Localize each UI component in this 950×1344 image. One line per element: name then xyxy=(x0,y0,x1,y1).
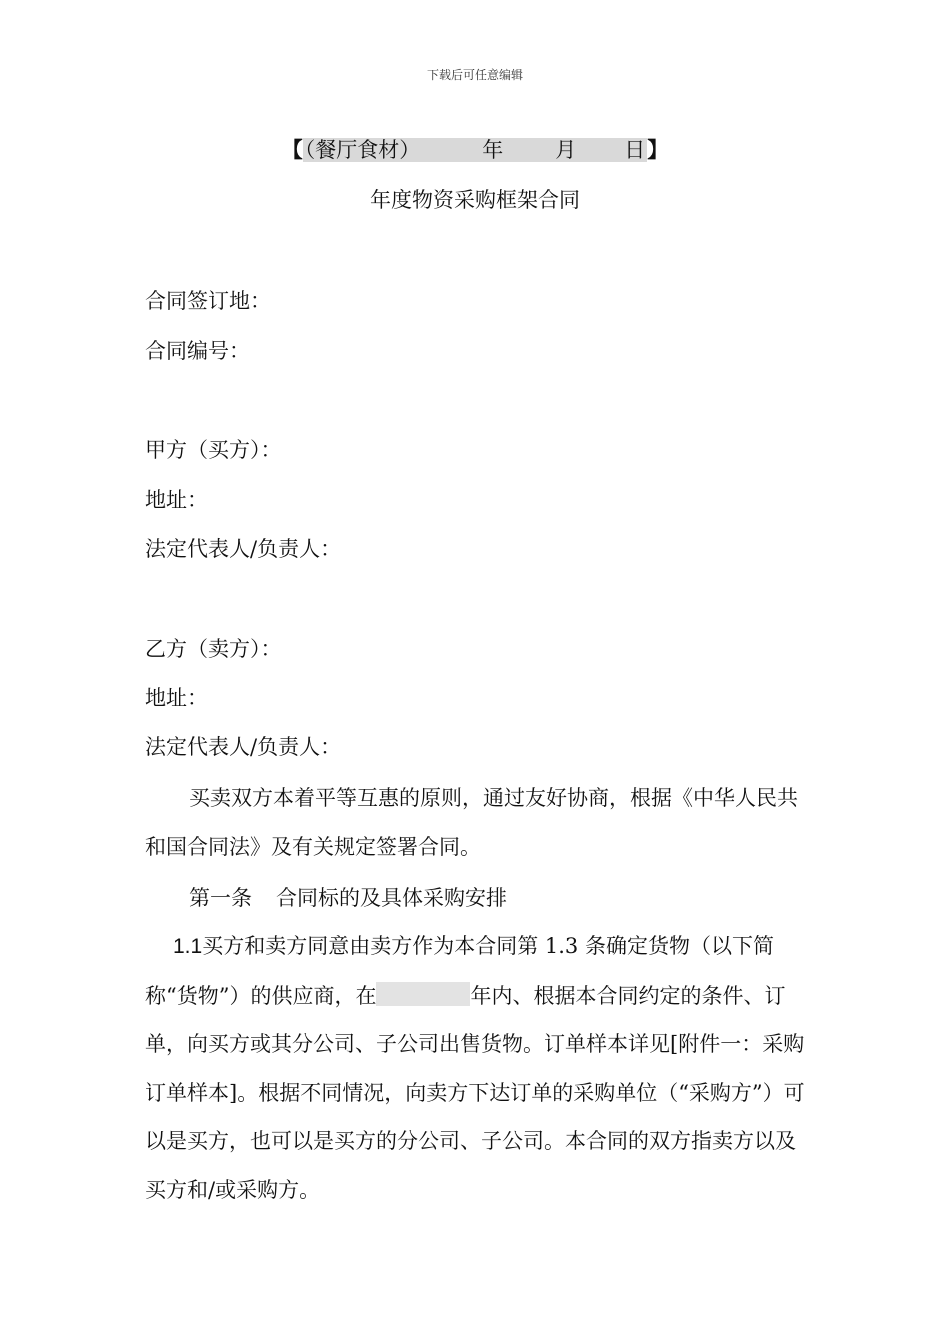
party-b-address-field: 地址： xyxy=(145,686,208,710)
title-day: 日 xyxy=(624,138,646,162)
document-subtitle: 年度物资采购框架合同 xyxy=(370,188,580,212)
party-b-field: 乙方（卖方）： xyxy=(145,637,282,661)
title-month: 月 xyxy=(555,138,577,162)
article-1-number: 第一条 xyxy=(189,886,252,910)
document-title xyxy=(0,136,950,164)
party-b-rep-field: 法定代表人/负责人： xyxy=(145,735,342,759)
party-a-address-field: 地址： xyxy=(145,488,208,512)
clause-1-1-text-before: 买方和卖方同意由卖方作为本合同第 1.3 条确定货物（以下简称“货物”）的供应商，在 xyxy=(145,934,774,1008)
header-note: 下载后可任意编辑 xyxy=(426,68,523,82)
article-1-title: 合同标的及具体采购安排 xyxy=(276,886,507,910)
contract-no-field: 合同编号： xyxy=(145,339,250,363)
title-shaded-field xyxy=(303,138,648,162)
clause-1-1-number: 1.1 xyxy=(173,935,203,958)
title-bracket-close: 】 xyxy=(647,137,669,162)
sign-place-field: 合同签订地： xyxy=(145,289,271,313)
title-year: 年 xyxy=(482,138,504,162)
clause-1-1-text-after: 年内、根据本合同约定的条件、订单，向买方或其分公司、子公司出售货物。订单样本详见[附件一：采购订单样本]。根据不同情况，向卖方下达订单的采购单位（“采购方”）可以是买方，也可以是买方的分公司、子公司。本合同的双方指卖方以及买方和/或采购方。 xyxy=(145,983,805,1202)
intro-paragraph xyxy=(145,774,815,871)
article-1-heading xyxy=(189,884,507,912)
clause-1-1-paragraph xyxy=(145,922,815,1214)
years-blank-field xyxy=(376,982,470,1006)
party-a-field: 甲方（买方）： xyxy=(145,438,282,462)
title-category: （餐厅食材） xyxy=(304,138,421,162)
party-a-rep-field: 法定代表人/负责人： xyxy=(145,537,342,561)
title-bracket-open: 【 xyxy=(281,137,303,162)
intro-text: 买卖双方本着平等互惠的原则，通过友好协商，根据《中华人民共和国合同法》及有关规定签署合同。 xyxy=(145,786,798,859)
